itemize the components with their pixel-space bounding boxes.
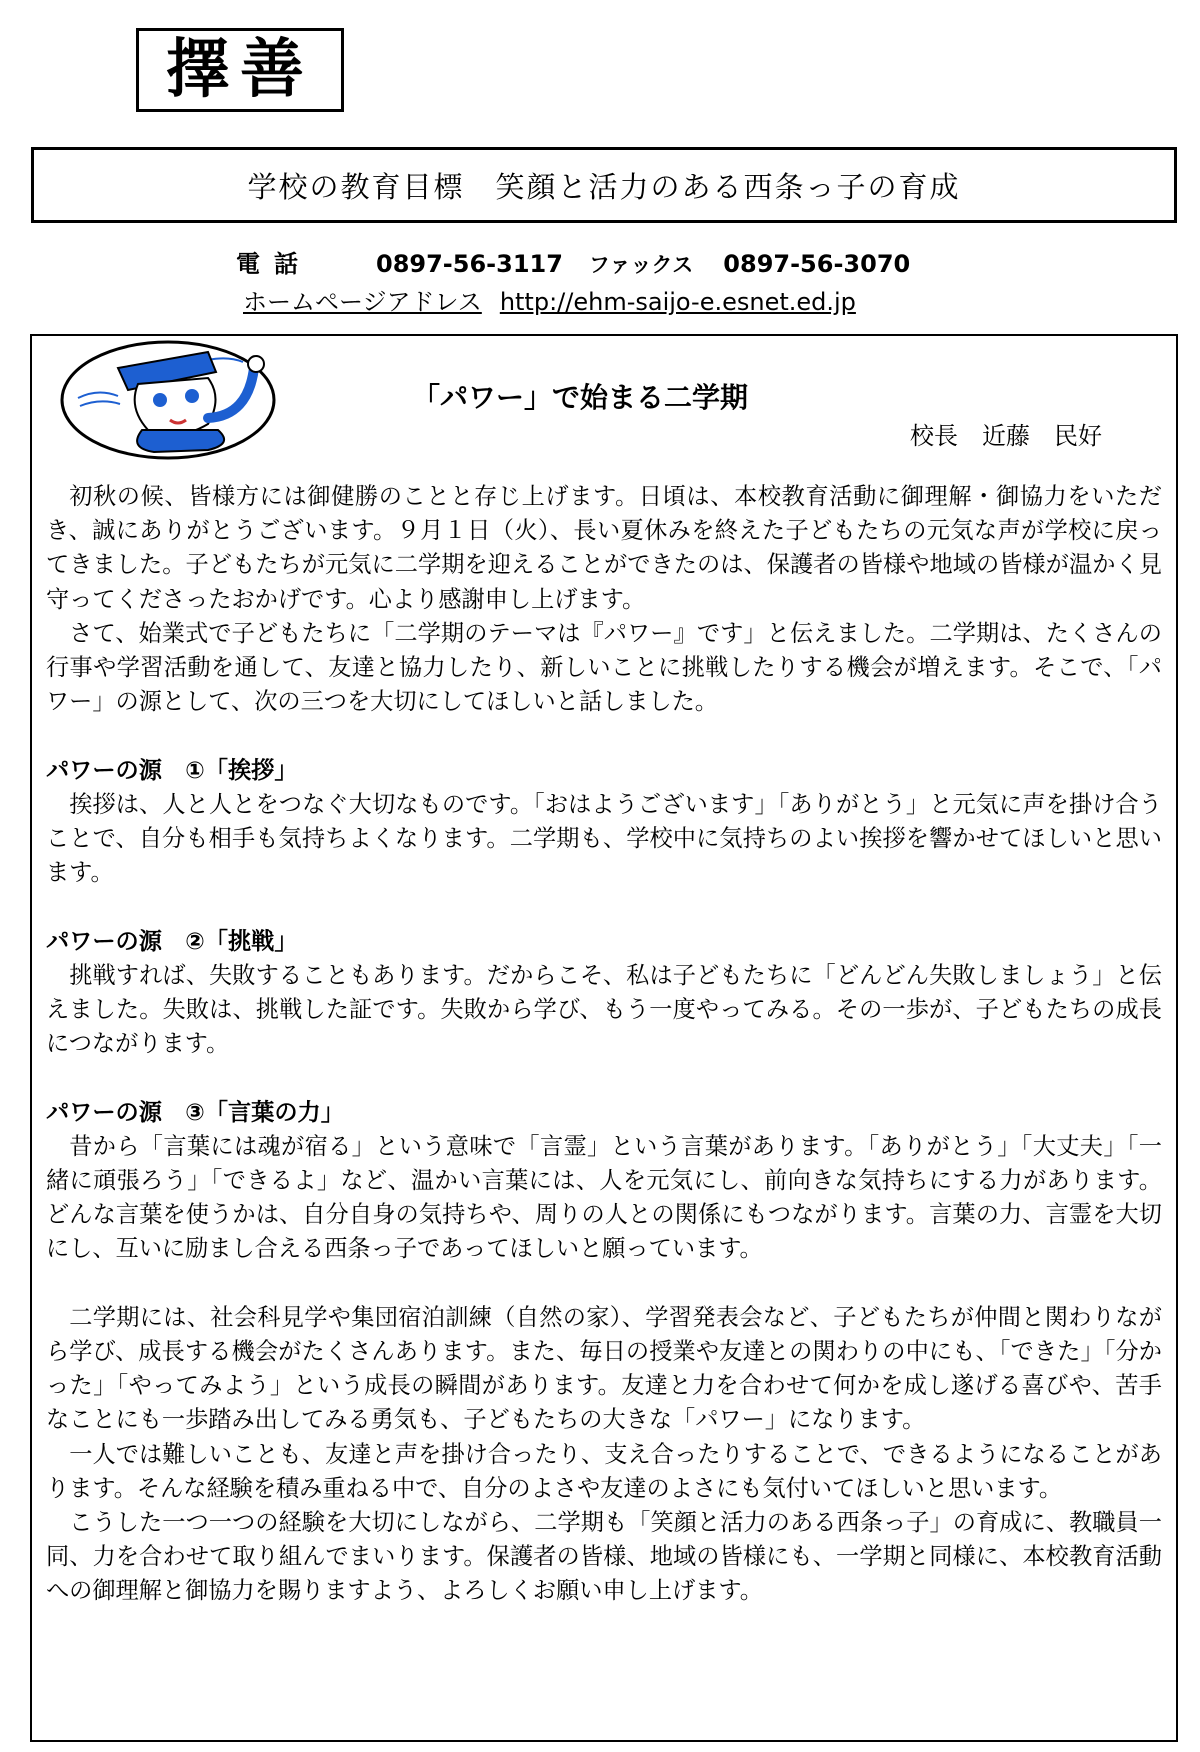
school-goal-banner: 学校の教育目標 笑顔と活力のある西条っ子の育成 bbox=[31, 147, 1177, 223]
homepage-link[interactable] bbox=[243, 282, 856, 317]
mascot-illustration bbox=[58, 338, 278, 462]
homepage-url[interactable]: http://ehm-saijo-e.esnet.ed.jp bbox=[499, 288, 856, 316]
article-author: 校長 近藤 民好 bbox=[910, 422, 1102, 450]
contact-block bbox=[236, 248, 1036, 281]
section-heading-1: パワーの源 ①「挨拶」 bbox=[46, 756, 298, 784]
article-body bbox=[46, 480, 1162, 1609]
section-text-3: 昔から「言葉には魂が宿る」という意味で「言霊」という言葉があります。「ありがとう」「大丈夫」「一緒に頑張ろう」「できるよ」など、温かい言葉には、人を元気にし、前向きな気持ちにする力があります。どんな言葉を使うかは、自分自身の気持ちや、周りの人との関係にもつながります。言葉の力、言霊を大切にし、互いに励まし合える西条っ子であってほしいと願っています。 bbox=[46, 1132, 1162, 1263]
homepage-label: ホームページアドレス bbox=[243, 288, 482, 316]
article-title: 「パワー」で始まる二学期 bbox=[411, 381, 748, 414]
section-text-1: 挨拶は、人と人とをつなぐ大切なものです。「おはようございます」「ありがとう」と元気に声を掛け合うことで、自分も相手も気持ちよくなります。二学期も、学校中に気持ちのよい挨拶を響かせてほしいと思います。 bbox=[46, 790, 1162, 887]
newsletter-title: 擇善 bbox=[136, 28, 344, 112]
closing-paragraph-2: 一人では難しいことも、友達と声を掛け合ったり、支え合ったりすることで、できるようになることがあります。そんな経験を積み重ねる中で、自分のよさや友達のよさにも気付いてほしいと思います。 bbox=[46, 1440, 1162, 1502]
section-heading-2: パワーの源 ②「挑戦」 bbox=[46, 927, 298, 955]
closing-paragraph-3: こうした一つ一つの経験を大切にしながら、二学期も「笑顔と活力のある西条っ子」の育成に、教職員一同、力を合わせて取り組んでまいります。保護者の皆様、地域の皆様にも、一学期と同様に、本校教育活動への御理解と御協力を賜りますよう、よろしくお願い申し上げます。 bbox=[46, 1509, 1162, 1605]
fax-number: 0897-56-3070 bbox=[723, 250, 911, 278]
intro-paragraph-1: 初秋の候、皆様方には御健勝のことと存じ上げます。日頃は、本校教育活動に御理解・御協力をいただき、誠にありがとうございます。９月１日（火）、長い夏休みを終えた子どもたちの元気な声が学校に戻ってきました。子どもたちが元気に二学期を迎えることができたのは、保護者の皆様や地域の皆様が温かく見守ってくださったおかげです。心より感謝申し上げます。 bbox=[46, 483, 1162, 613]
section-heading-3: パワーの源 ③「言葉の力」 bbox=[46, 1098, 344, 1126]
intro-paragraph-2: さて、始業式で子どもたちに「二学期のテーマは『パワー』です」と伝えました。二学期は、たくさんの行事や学習活動を通して、友達と協力したり、新しいことに挑戦したりする機会が増えます。そこで、「パワー」の源として、次の三つを大切にしてほしいと話しました。 bbox=[46, 619, 1162, 716]
closing-paragraph-1: 二学期には、社会科見学や集団宿泊訓練（自然の家）、学習発表会など、子どもたちが仲間と関わりながら学び、成長する機会がたくさんあります。また、毎日の授業や友達との関わりの中にも、「できた」「分かった」「やってみよう」という成長の瞬間があります。友達と力を合わせて何かを成し遂げる喜びや、苦手なことにも一歩踏み出してみる勇気も、子どもたちの大きな「パワー」になります。 bbox=[46, 1303, 1162, 1434]
fax-label: ファックス bbox=[588, 253, 694, 277]
section-text-2: 挑戦すれば、失敗することもあります。だからこそ、私は子どもたちに「どんどん失敗しましょう」と伝えました。失敗は、挑戦した証です。失敗から学び、もう一度やってみる。その一歩が、子どもたちの成長につながります。 bbox=[46, 961, 1162, 1058]
phone-number: 0897-56-3117 bbox=[376, 250, 563, 278]
phone-label: 電話 bbox=[236, 250, 312, 278]
